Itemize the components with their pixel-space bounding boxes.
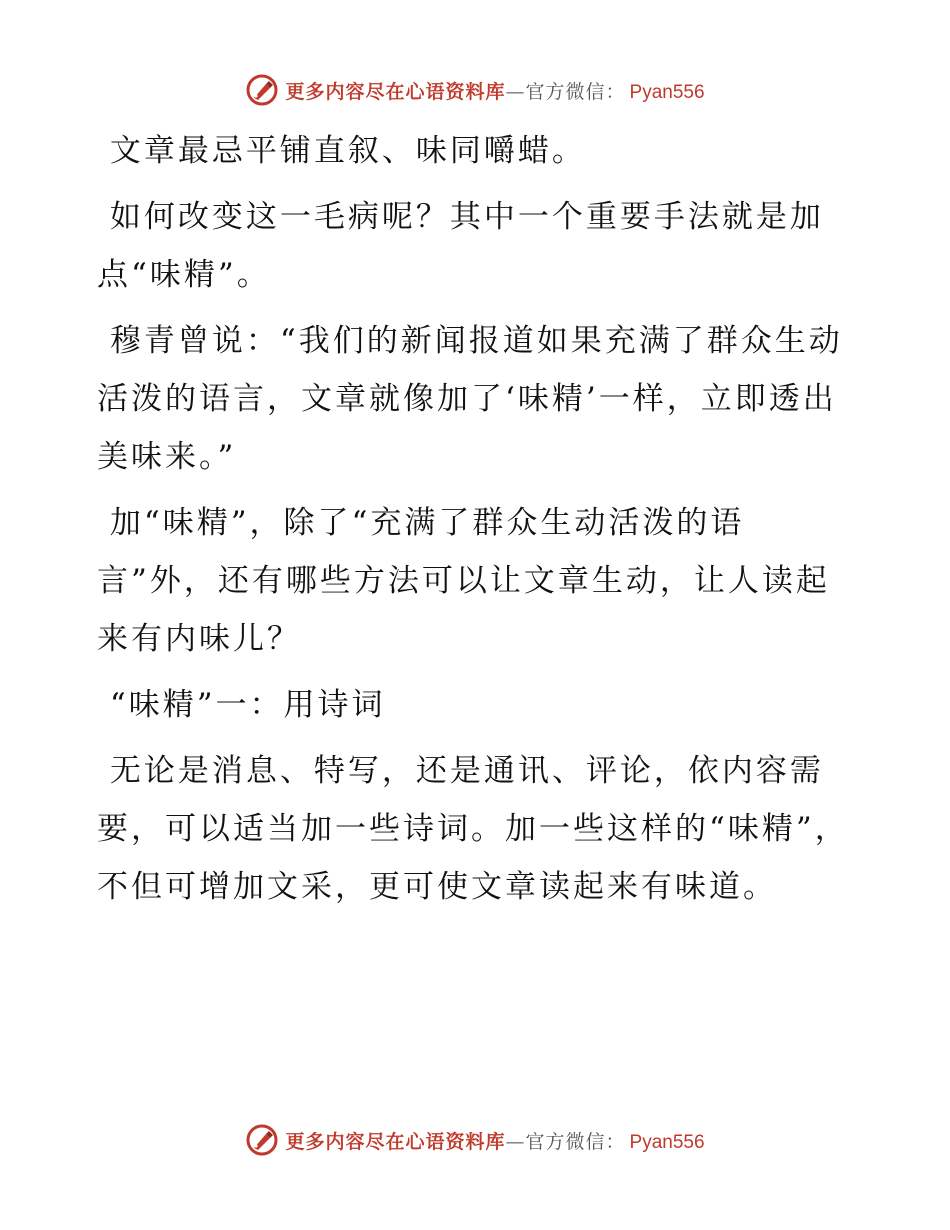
banner-main-text: 更多内容尽在心语资料库 (285, 1130, 506, 1153)
banner-wechat-label: 官方微信 (525, 1130, 606, 1153)
banner-colon: ： (605, 1130, 626, 1153)
header-banner (0, 70, 950, 110)
banner-main-text: 更多内容尽在心语资料库 (285, 80, 506, 103)
paragraph: 文章最忌平铺直叙、味同嚼蜡。 (97, 133, 586, 169)
banner-wechat-id: Pyan556 (629, 1131, 705, 1153)
banner-separator: — (505, 80, 526, 103)
paragraph: 如何改变这一毛病呢？其中一个重要手法就是加点“味精”。 (97, 199, 824, 293)
pen-nib-logo-icon (245, 73, 279, 107)
banner-colon: ： (605, 80, 626, 103)
banner-wechat-id: Pyan556 (629, 81, 705, 103)
paragraph: 穆青曾说：“我们的新闻报道如果充满了群众生动活泼的语言，文章就像加了‘味精’一样，立即透出美味来。” (97, 323, 843, 475)
paragraph: 无论是消息、特写，还是通讯、评论，依内容需要，可以适当加一些诗词。加一些这样的“味精”，不但可增加文采，更可使文章读起来有味道。 (97, 753, 849, 905)
banner-text (285, 77, 704, 104)
banner-text (285, 1127, 704, 1154)
footer-banner (0, 1120, 950, 1160)
document-body (97, 122, 857, 924)
paragraph: 加“味精”，除了“充满了群众生动活泼的语言”外，还有哪些方法可以让文章生动，让人读起来有内味儿？ (97, 505, 830, 657)
pen-nib-logo-icon (245, 1123, 279, 1157)
banner-wechat-label: 官方微信 (525, 80, 606, 103)
banner-separator: — (505, 1130, 526, 1153)
section-heading: “味精”一：用诗词 (97, 687, 386, 723)
